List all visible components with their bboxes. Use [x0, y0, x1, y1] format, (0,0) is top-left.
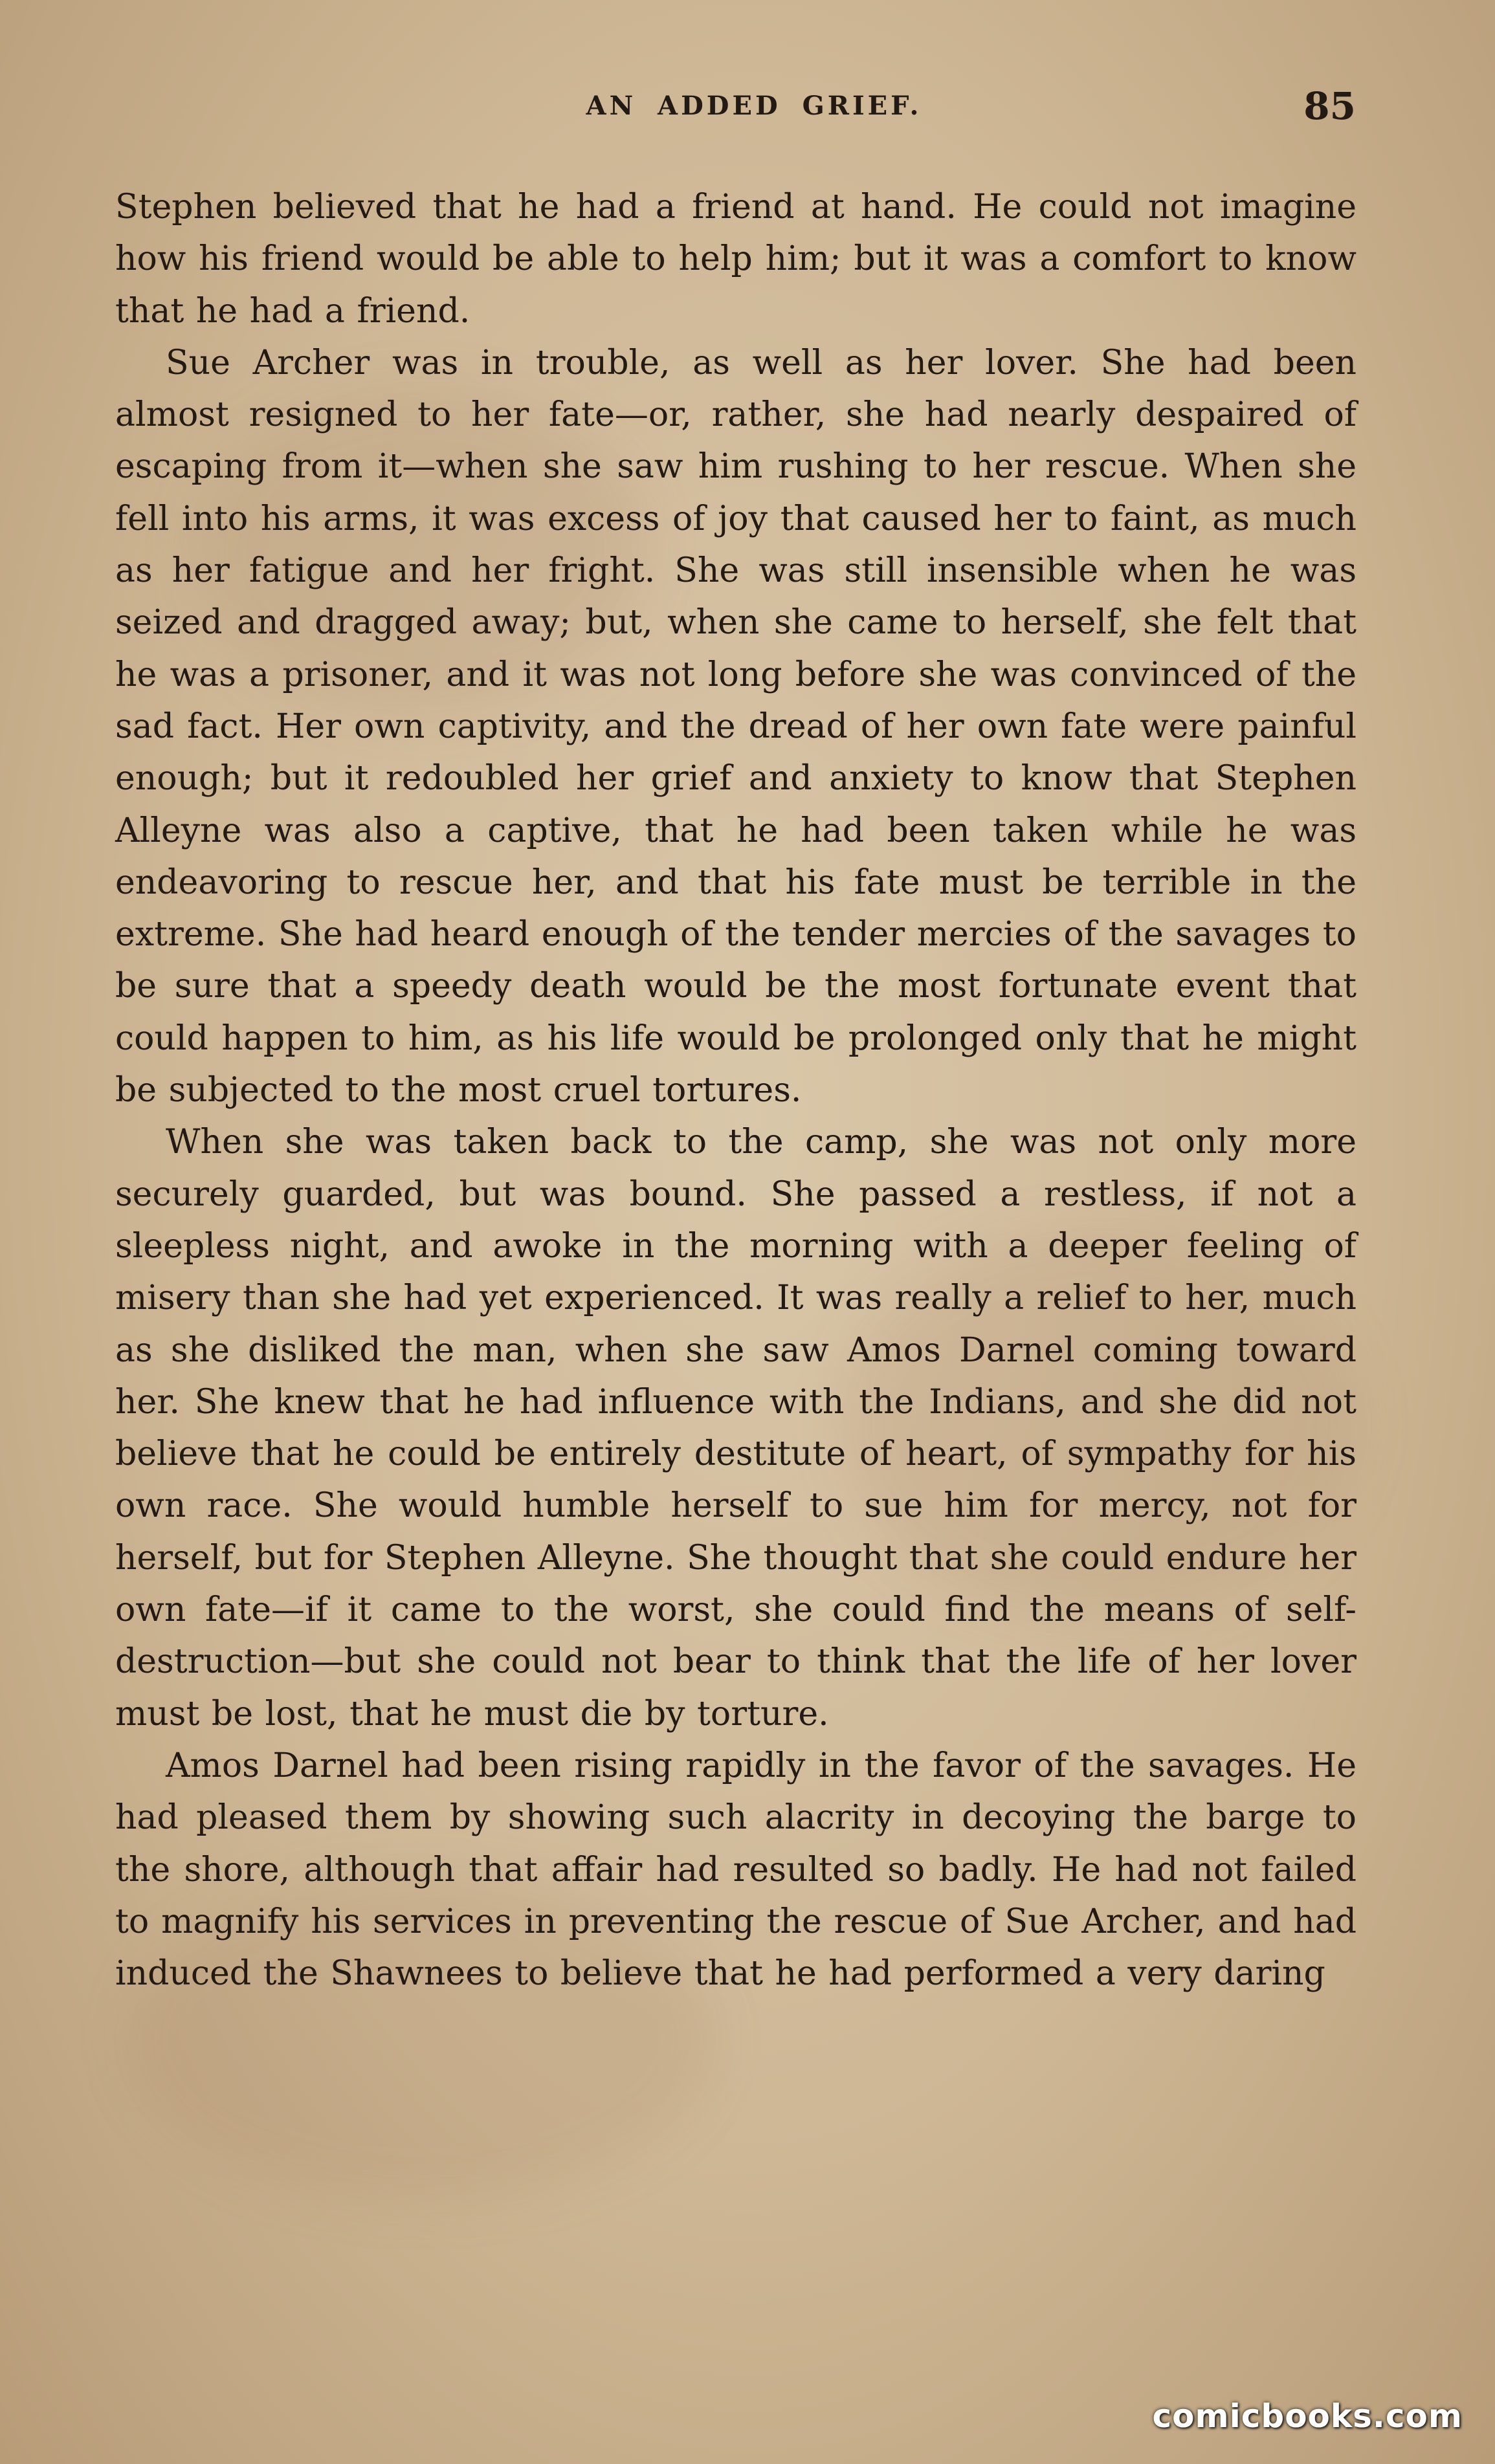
running-head: AN ADDED GRIEF. [586, 91, 922, 121]
page-number: 85 [1303, 84, 1356, 128]
page-header [113, 84, 1356, 142]
paragraph: Amos Darnel had been rising rapidly in the favor of the savages. He had pleased them by showing such alacrity in decoying the barge to the shore, although that affair had resulted so badly. He had not failed to magnify his services in preventing the rescue of Sue Archer, and had induced the Shawnees to believe that he had performed a very daring [115, 1746, 1357, 1994]
body-text [115, 181, 1357, 1999]
paragraph: When she was taken back to the camp, she was not only more securely guarded, but was bound. She passed a restless, if not a sleepless night, and awoke in the morning with a deeper feeling of misery than she had yet experienced. It was really a relief to her, much as she disliked the man, when she saw Amos Darnel coming toward her. She knew that he had influence with the Indians, and she did not believe that he could be entirely destitute of heart, of sympathy for his own race. She would humble herself to sue him for mercy, not for herself, but for Stephen Alleyne. She thought that she could endure her own fate—if it came to the worst, she could find the means of self-destruction—but she could not bear to think that the life of her lover must be lost, that he must die by torture. [115, 1123, 1357, 1733]
paragraph: Stephen believed that he had a friend at hand. He could not imagine how his friend would be able to help him; but it was a comfort to know that he had a friend. [115, 188, 1357, 331]
paragraph: Sue Archer was in trouble, as well as her lover. She had been almost resigned to her fate—or, rather, she had nearly despaired of escaping from it—when she saw him rushing to her rescue. When she fell into his arms, it was excess of joy that caused her to faint, as much as her fatigue and her fright. She was still insensible when he was seized and dragged away; but, when she came to herself, she felt that he was a prisoner, and it was not long before she was convinced of the sad fact. Her own captivity, and the dread of her own fate were painful enough; but it redoubled her grief and anxiety to know that Stephen Alleyne was also a captive, that he had been taken while he was endeavoring to rescue her, and that his fate must be terrible in the extreme. She had heard enough of the tender mercies of the savages to be sure that a speedy death would be the most fortunate event that could happen to him, as his life would be prolonged only that he might be subjected to the most cruel tortures. [115, 343, 1357, 1110]
watermark-text: comicbooks.com [1152, 2397, 1463, 2435]
